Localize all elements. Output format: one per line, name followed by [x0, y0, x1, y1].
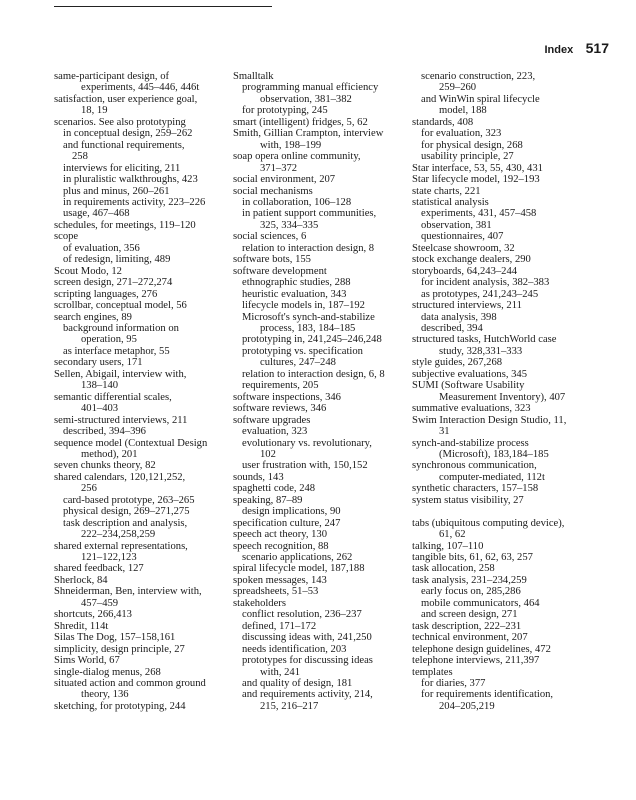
index-entry: scope	[54, 231, 79, 243]
index-entry-continuation: 31	[439, 426, 450, 438]
index-subentry: data analysis, 398	[421, 311, 497, 323]
index-subentry: ethnographic studies, 288	[242, 277, 351, 289]
index-entry: subjective evaluations, 345	[412, 368, 528, 380]
index-subentry: described, 394–396	[63, 426, 146, 438]
index-entry: task allocation, 258	[412, 563, 495, 575]
index-entry: stakeholders	[233, 597, 286, 609]
index-subentry: user frustration with, 150,152	[242, 460, 368, 472]
index-entry: simplicity, design principle, 27	[54, 643, 185, 655]
index-subentry: relation to interaction design, 6, 8	[242, 368, 385, 380]
index-entry-continuation: 215, 216–217	[260, 700, 319, 712]
index-subentry: and screen design, 271	[421, 609, 518, 621]
index-entry-continuation: with, 198–199	[260, 139, 322, 151]
index-entry-continuation: with, 241	[260, 666, 301, 678]
index-entry: shared feedback, 127	[54, 563, 144, 575]
index-subentry: of redesign, limiting, 489	[63, 254, 171, 266]
index-subentry: early focus on, 285,286	[421, 586, 521, 598]
top-rule	[54, 6, 272, 7]
index-column-2	[233, 71, 408, 712]
index-entry-continuation: 371–372	[260, 162, 298, 174]
index-subentry: scenario applications, 262	[242, 552, 353, 564]
index-entry: tabs (ubiquitous computing device),	[412, 517, 565, 529]
index-entry-continuation: 457–459	[81, 597, 119, 609]
index-entry: Steelcase showroom, 32	[412, 242, 515, 254]
index-subentry: described, 394	[421, 322, 483, 334]
index-entry-continuation: operation, 95	[81, 334, 137, 346]
index-entry: Sims World, 67	[54, 655, 120, 667]
page-header	[544, 40, 609, 58]
index-entry: spreadsheets, 51–53	[233, 586, 319, 598]
index-entry: stock exchange dealers, 290	[412, 254, 531, 266]
index-entry: templates	[412, 666, 453, 678]
index-entry: semantic differential scales,	[54, 391, 172, 403]
index-entry-continuation: 102	[260, 448, 276, 460]
index-entry-continuation: 259–260	[439, 82, 477, 94]
index-subentry: and requirements activity, 214,	[242, 689, 373, 701]
section-gap	[412, 506, 617, 517]
index-subentry: prototyping in, 241,245–246,248	[242, 334, 382, 346]
index-entry: spoken messages, 143	[233, 574, 327, 586]
index-entry-continuation: 204–205,219	[439, 700, 495, 712]
index-entry: satisfaction, user experience goal,	[54, 93, 198, 105]
index-entry: synchronous communication,	[412, 460, 537, 472]
index-entry-continuation: 325, 334–335	[260, 219, 319, 231]
index-entry: screen design, 271–272,274	[54, 277, 173, 289]
index-entry: software development	[233, 265, 327, 277]
index-entry: storyboards, 64,243–244	[412, 265, 518, 277]
index-entry: sketching, for prototyping, 244	[54, 700, 186, 712]
index-entry: summative evaluations, 323	[412, 403, 531, 415]
index-subentry: evolutionary vs. revolutionary,	[242, 437, 372, 449]
index-subentry: prototypes for discussing ideas	[242, 655, 373, 667]
index-subentry: task description and analysis,	[63, 517, 188, 529]
index-entry: spiral lifecycle model, 187,188	[233, 563, 365, 575]
index-entry: software reviews, 346	[233, 403, 327, 415]
index-entry: synch-and-stabilize process	[412, 437, 529, 449]
index-entry: single-dialog menus, 268	[54, 666, 161, 678]
index-subentry: for evaluation, 323	[421, 128, 502, 140]
index-entry: Smith, Gillian Crampton, interview	[233, 128, 384, 140]
index-subentry: questionnaires, 407	[421, 231, 504, 243]
index-subentry: physical design, 269–271,275	[63, 506, 190, 518]
index-entry: tangible bits, 61, 62, 63, 257	[412, 552, 533, 564]
index-entry: Sellen, Abigail, interview with,	[54, 368, 187, 380]
index-entry-continuation: observation, 381–382	[260, 93, 352, 105]
index-entry-continuation: study, 328,331–333	[439, 345, 523, 357]
index-entry-continuation: method), 201	[81, 448, 138, 460]
index-subentry: mobile communicators, 464	[421, 597, 540, 609]
index-entry: Silas The Dog, 157–158,161	[54, 632, 176, 644]
index-entry-continuation: process, 183, 184–185	[260, 322, 356, 334]
index-entry: synthetic characters, 157–158	[412, 483, 539, 495]
index-entry: style guides, 267,268	[412, 357, 503, 369]
index-subentry: for diaries, 377	[421, 678, 486, 689]
index-subentry: in requirements activity, 223–226	[63, 196, 206, 208]
index-entry: social sciences, 6	[233, 231, 307, 243]
index-entry: Shneiderman, Ben, interview with,	[54, 586, 202, 598]
index-entry: shared calendars, 120,121,252,	[54, 471, 186, 483]
index-entry: Sherlock, 84	[54, 574, 108, 586]
index-entry: Scout Modo, 12	[54, 265, 122, 277]
index-entry-continuation: computer-mediated, 112t	[439, 471, 545, 483]
index-subentry: and quality of design, 181	[242, 678, 353, 690]
index-subentry: background information on	[63, 322, 179, 334]
index-entry: specification culture, 247	[233, 517, 341, 529]
index-entry: smart (intelligent) fridges, 5, 62	[233, 116, 368, 128]
index-entry: structured tasks, HutchWorld case	[412, 334, 557, 346]
index-entry: software inspections, 346	[233, 391, 341, 403]
index-entry: statistical analysis	[412, 196, 489, 208]
index-entry-continuation: 222–234,258,259	[81, 529, 156, 541]
index-column-3	[412, 71, 617, 712]
index-entry: telephone design guidelines, 472	[412, 643, 551, 655]
index-entry: search engines, 89	[54, 311, 132, 323]
index-entry: secondary users, 171	[54, 357, 143, 369]
index-entry-continuation: 121–122,123	[81, 552, 137, 564]
index-entry: same-participant design, of	[54, 71, 170, 82]
index-subentry: scenario construction, 223,	[421, 71, 536, 82]
index-subentry: as interface metaphor, 55	[63, 345, 170, 357]
index-entry-continuation: 61, 62	[439, 529, 466, 541]
index-subentry: requirements, 205	[242, 380, 319, 392]
index-subentry: for requirements identification,	[421, 689, 554, 701]
index-subentry: discussing ideas with, 241,250	[242, 632, 372, 644]
index-entry: speech recognition, 88	[233, 540, 329, 552]
index-entry: semi-structured interviews, 211	[54, 414, 188, 426]
index-subentry: evaluation, 323	[242, 426, 308, 438]
index-subentry: in collaboration, 106–128	[242, 196, 352, 208]
index-entry-continuation: cultures, 247–248	[260, 357, 336, 369]
index-subentry: of evaluation, 356	[63, 242, 140, 254]
index-entry: Shredit, 114t	[54, 620, 109, 632]
index-entry: speaking, 87–89	[233, 494, 303, 506]
index-subentry: design implications, 90	[242, 506, 341, 518]
index-entry: social environment, 207	[233, 174, 336, 186]
index-entry: SUMI (Software Usability	[412, 380, 525, 392]
index-subentry: relation to interaction design, 8	[242, 242, 375, 254]
index-subentry: usability principle, 27	[421, 151, 514, 163]
index-entry-continuation: Measurement Inventory), 407	[439, 391, 566, 403]
index-entry: system status visibility, 27	[412, 494, 524, 506]
index-entry-continuation: 256	[81, 483, 97, 495]
index-subentry: lifecycle models in, 187–192	[242, 300, 365, 312]
index-entry: schedules, for meetings, 119–120	[54, 219, 196, 231]
index-subentry: prototyping vs. specification	[242, 345, 363, 357]
index-entry: scenarios. See also prototyping	[54, 116, 186, 128]
index-entry: scripting languages, 276	[54, 288, 158, 300]
index-entry: shared external representations,	[54, 540, 188, 552]
index-subentry: conflict resolution, 236–237	[242, 609, 362, 621]
index-entry: shortcuts, 266,413	[54, 609, 132, 621]
index-entry: soap opera online community,	[233, 151, 361, 163]
index-subentry: in pluralistic walkthroughs, 423	[63, 174, 198, 186]
index-entry-continuation: 258	[72, 151, 88, 163]
index-entry: software bots, 155	[233, 254, 311, 266]
index-entry: Star interface, 53, 55, 430, 431	[412, 162, 543, 174]
index-entry: talking, 107–110	[412, 540, 484, 552]
index-column-1	[54, 71, 224, 712]
header-index-label: Index	[544, 44, 574, 56]
index-entry: telephone interviews, 211,397	[412, 655, 540, 667]
index-subentry: for physical design, 268	[421, 139, 523, 151]
index-subentry: Microsoft's synch-and-stabilize	[242, 311, 375, 323]
index-entry: scrollbar, conceptual model, 56	[54, 300, 187, 312]
index-entry: speech act theory, 130	[233, 529, 328, 541]
index-entry: spaghetti code, 248	[233, 483, 316, 495]
index-entry: situated action and common ground	[54, 678, 206, 690]
index-entry-continuation: model, 188	[439, 105, 487, 117]
index-subentry: usage, 467–468	[63, 208, 130, 220]
index-subentry: and functional requirements,	[63, 139, 185, 151]
index-entry: sounds, 143	[233, 471, 284, 483]
index-subentry: for incident analysis, 382–383	[421, 277, 550, 289]
index-subentry: heuristic evaluation, 343	[242, 288, 347, 300]
index-entry: standards, 408	[412, 116, 474, 128]
index-entry: Star lifecycle model, 192–193	[412, 174, 540, 186]
index-entry: Smalltalk	[233, 71, 274, 82]
index-entry: seven chunks theory, 82	[54, 460, 156, 472]
index-entry: state charts, 221	[412, 185, 481, 197]
index-subentry: defined, 171–172	[242, 620, 317, 632]
index-subentry: observation, 381	[421, 219, 492, 231]
index-subentry: as prototypes, 241,243–245	[421, 288, 539, 300]
index-subentry: plus and minus, 260–261	[63, 185, 170, 197]
index-subentry: in patient support communities,	[242, 208, 377, 220]
index-subentry: programming manual efficiency	[242, 82, 379, 94]
index-subentry: interviews for eliciting, 211	[63, 162, 181, 174]
index-entry: task description, 222–231	[412, 620, 522, 632]
index-entry-continuation: 138–140	[81, 380, 119, 392]
index-entry-continuation: 401–403	[81, 403, 119, 415]
index-subentry: and WinWin spiral lifecycle	[421, 93, 540, 105]
page-number: 517	[585, 40, 609, 56]
index-subentry: in conceptual design, 259–262	[63, 128, 193, 140]
index-entry-continuation: experiments, 445–446, 446t	[81, 82, 200, 94]
index-entry: Swim Interaction Design Studio, 11,	[412, 414, 567, 426]
index-subentry: experiments, 431, 457–458	[421, 208, 537, 220]
index-entry: task analysis, 231–234,259	[412, 574, 527, 586]
index-entry-continuation: (Microsoft), 183,184–185	[439, 448, 549, 460]
index-entry: structured interviews, 211	[412, 300, 522, 312]
index-entry: software upgrades	[233, 414, 311, 426]
index-entry: sequence model (Contextual Design	[54, 437, 208, 449]
index-subentry: for prototyping, 245	[242, 105, 328, 117]
index-entry: technical environment, 207	[412, 632, 528, 644]
index-entry-continuation: theory, 136	[81, 689, 129, 701]
index-subentry: card-based prototype, 263–265	[63, 494, 195, 506]
index-entry: social mechanisms	[233, 185, 313, 197]
index-entry-continuation: 18, 19	[81, 105, 108, 117]
index-subentry: needs identification, 203	[242, 643, 347, 655]
